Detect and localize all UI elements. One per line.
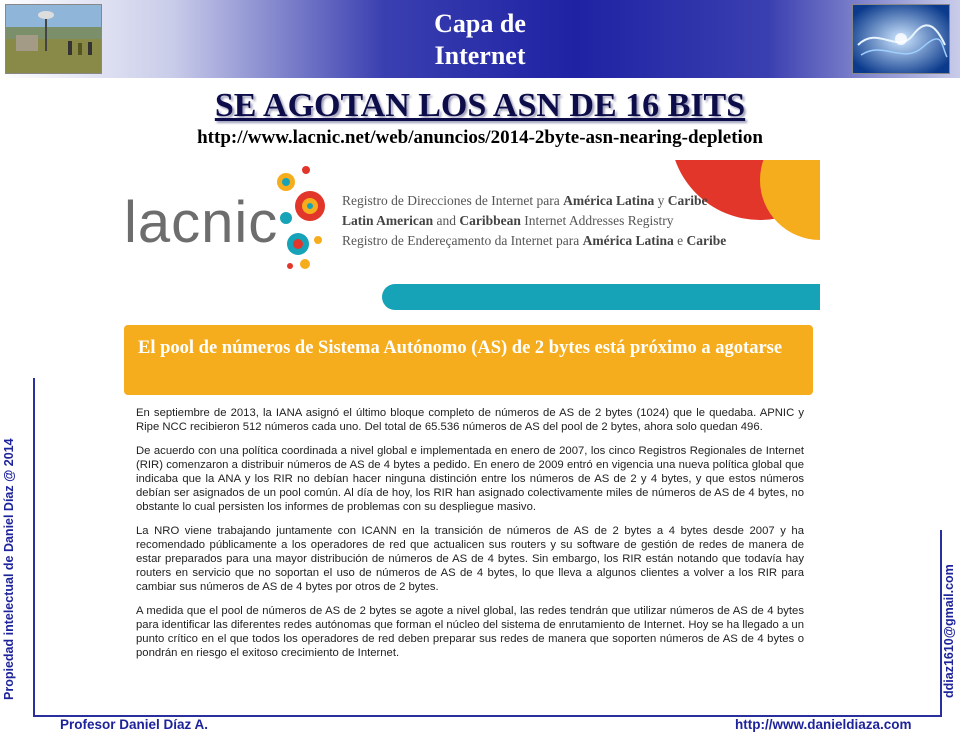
email-vertical-text: ddiaz1610@gmail.com bbox=[942, 564, 956, 698]
slide-url: http://www.lacnic.net/web/anuncios/2014-2byte-asn-nearing-depletion bbox=[197, 127, 763, 148]
header-title bbox=[380, 8, 580, 72]
footer-website-link[interactable]: http://www.danieldiaza.com bbox=[735, 717, 912, 732]
slide-title: SE AGOTAN LOS ASN DE 16 BITS bbox=[214, 87, 746, 124]
logo-dot-8 bbox=[287, 263, 293, 269]
announcement-heading-box bbox=[124, 325, 813, 395]
header-title-line2: Internet bbox=[434, 41, 526, 70]
paragraph: A medida que el pool de números de AS de 2 bytes se agote a nivel global, las redes tendrán que utilizar números de AS de 4 bytes para identificar las diferentes redes autónomas que forman el núcleo del sistema de enrutamiento de Internet. Hoy se ha llegado a un punto crítico en el que todos los operadores de red deben preparar sus redes de manera que soporten números de AS de 4 bytes o pondrán en riesgo el exitoso crecimiento de Internet. bbox=[136, 605, 804, 659]
header-title-line1: Capa de bbox=[434, 9, 526, 38]
registry-line-es: Registro de Direcciones de Internet para América Latina y Caribe bbox=[342, 193, 708, 208]
lacnic-banner bbox=[120, 160, 820, 310]
teal-banner-bar bbox=[382, 284, 820, 310]
registry-line-en: Latin American and Caribbean Internet Addresses Registry bbox=[342, 213, 674, 228]
registry-line-pt: Registro de Endereçamento da Internet para América Latina e Caribe bbox=[342, 233, 727, 248]
frame-left-line bbox=[33, 378, 35, 717]
header-photo-antenna bbox=[5, 4, 102, 74]
logo-dot-7 bbox=[300, 259, 310, 269]
paragraph: La NRO viene trabajando juntamente con ICANN en la transición de números de AS de 2 bytes a 4 bytes desde 2007 y ha recomendado públicamente a los operadores de red que actualicen sus routers y su software de gestión de redes de manera de estar preparados para una mayor distribución de números de AS de 4 bytes. Sin embargo, los RIR están notando que todavía hay routers en servicio que no soportan el uso de números de AS de 4 bytes, lo que lleva a algunos clientes a volver a los RIR para cambiar sus números de AS de 4 bytes por otros de 2 bytes. bbox=[136, 525, 804, 593]
announcement-heading: El pool de números de Sistema Autónomo (AS) de 2 bytes está próximo a agotarse bbox=[138, 338, 783, 358]
header-image-digital-hand bbox=[852, 4, 950, 74]
logo-dot-6 bbox=[314, 236, 322, 244]
footer-author: Profesor Daniel Díaz A. bbox=[60, 717, 209, 732]
paragraph: En septiembre de 2013, la IANA asignó el último bloque completo de números de AS de 2 bytes (1024) que le quedaba. APNIC y Ripe NCC recibieron 512 números cada uno. Del total de 65.536 números de AS del pool de 2 bytes, ahora solo quedan 496. bbox=[136, 407, 804, 433]
logo-dot-2 bbox=[302, 166, 310, 174]
paragraph: De acuerdo con una política coordinada a nivel global e implementada en enero de 2007, los cinco Registros Regionales de Internet (RIR) comenzaron a distribuir números de AS de 4 bytes a pedido. En enero de 2009 entró en vigencia una nueva política global que indicaba que la ANA y los RIR no debían hacer ninguna distinción entre los números de AS de 2 y 4 bytes, y que estos números debían ser asignados de un pool común. Al día de hoy, los RIR han asignado colectivamente miles de números de AS de 4 bytes, no obstante lo cual persisten los informes de problemas con su despliegue masivo. bbox=[136, 445, 804, 513]
copyright-vertical-text: Propiedad intelectual de Daniel Díaz @ 2014 bbox=[2, 438, 16, 700]
deco-orange-arc bbox=[760, 160, 820, 240]
lacnic-logo-text: lacnic bbox=[124, 190, 279, 255]
announcement-body bbox=[136, 406, 804, 670]
logo-dot-4 bbox=[280, 212, 292, 224]
